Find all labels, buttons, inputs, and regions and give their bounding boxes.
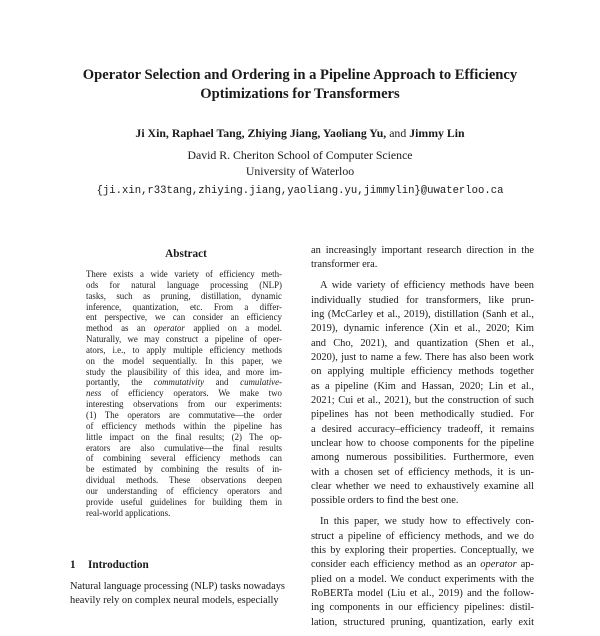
- abstract-line: ent perspective, we can consider an efficiency: [86, 312, 282, 323]
- author-list: [40, 126, 560, 140]
- author: Ji Xin,: [135, 126, 169, 140]
- body-line: ing (McCarley et al., 2019), distillation (Sanh et al.,: [311, 308, 534, 320]
- body-line: In this paper, we study how to effectively con-: [320, 516, 534, 528]
- abstract-line: be estimated by combining the results of in-: [86, 464, 282, 475]
- abstract-line: of efficiency methods within the pipeline has: [86, 420, 282, 431]
- term-operator: operator: [153, 323, 185, 334]
- abstract-text: and: [215, 377, 229, 388]
- body-line: [311, 558, 534, 572]
- body-line: ing components in our efficiency pipelines: distil-: [311, 602, 534, 614]
- abstract-text: portantly, the: [86, 377, 143, 388]
- author-emails: {ji.xin,r33tang,zhiying.jiang,yaoliang.yu,jimmylin}@uwaterloo.ca: [96, 185, 504, 197]
- abstract-body: [86, 269, 282, 518]
- abstract-line: [86, 377, 282, 388]
- author-conjunction: and: [389, 126, 407, 140]
- body-line: individually studied for transformers, like prun-: [311, 294, 534, 306]
- abstract-line: interesting observations from our experiments:: [86, 399, 282, 410]
- body-line: heavily rely on complex neural models, especially: [70, 595, 279, 607]
- term-cumulativeness: cumulative-: [240, 377, 283, 388]
- abstract-line: study the plausibility of this idea, and more im-: [86, 366, 282, 377]
- affiliation-line-1: David R. Cheriton School of Computer Science: [187, 148, 413, 162]
- paragraph: [311, 279, 534, 509]
- term-operator: operator: [480, 559, 517, 571]
- abstract-line: tasks, such as pruning, distillation, dynamic: [86, 290, 282, 301]
- abstract-line: dividual methods. These observations deepen: [86, 475, 282, 486]
- abstract-line: of combining several efficiency methods can: [86, 453, 282, 464]
- section-title: Introduction: [88, 559, 149, 571]
- body-line: lation, structured pruning, quantization, early exit: [311, 616, 534, 628]
- author: Raphael Tang,: [171, 126, 245, 140]
- body-text: ap-: [520, 559, 534, 571]
- body-line: as a pipeline (Kim and Hassan, 2020; Lin et al.,: [311, 380, 534, 392]
- abstract-line: real-world applications.: [86, 507, 171, 518]
- abstract-line: on the model sequentially. In this paper, we: [86, 355, 282, 366]
- body-line: struct a pipeline of efficiency methods, and we do: [311, 530, 534, 542]
- paragraph: [311, 244, 534, 273]
- term-commutativity: commutativity: [153, 377, 205, 388]
- abstract-heading: Abstract: [165, 248, 207, 260]
- abstract-line: [86, 388, 282, 399]
- section-number: 1: [70, 559, 76, 571]
- body-line: 2020), just to name a few. There has also been work: [311, 351, 534, 363]
- abstract-line: Naturally, we may construct a pipeline of oper-: [86, 334, 282, 345]
- body-line: unclear how to choose components for the pipeline: [311, 437, 534, 449]
- body-line: Natural language processing (NLP) tasks nowadays: [70, 581, 285, 592]
- body-text: consider each efficiency method as an: [311, 559, 477, 571]
- paper-title: [40, 66, 560, 104]
- body-line: on applying multiple efficiency methods together: [311, 366, 534, 378]
- abstract-text: of efficiency operators. We make two: [111, 388, 282, 399]
- affiliation: [40, 148, 560, 179]
- author: Zhiying Jiang,: [247, 126, 321, 140]
- section-heading-introduction: [70, 559, 149, 571]
- title-line-2: Optimizations for Transformers: [200, 86, 400, 102]
- body-line: RoBERTa model (Liu et al., 2019) and the follow-: [311, 587, 534, 599]
- paragraph: [311, 515, 534, 630]
- affiliation-line-2: University of Waterloo: [245, 163, 355, 178]
- body-line: clear whether we need to exhaustively examine all: [311, 481, 534, 492]
- body-line: and Cho, 2021), and quantization (Shen et al.,: [311, 337, 534, 349]
- body-line: with a chosen set of efficiency methods, it is un-: [311, 466, 534, 478]
- abstract-line: There exists a wide variety of efficiency meth-: [86, 269, 282, 279]
- abstract-line: our understanding of efficiency operators and: [86, 485, 282, 496]
- introduction-body: [70, 580, 296, 609]
- body-line: 2019), dynamic inference (Xin et al., 2020; Kim: [311, 323, 534, 335]
- abstract-line: little impact on the final results; (2) The op-: [86, 431, 282, 442]
- abstract-line: erators are also cumulative—the final results: [86, 442, 282, 453]
- body-line: this by exploring their properties. Conceptually, we: [311, 544, 534, 556]
- body-line: A wide variety of efficiency methods have been: [320, 280, 534, 292]
- body-line: a desired accuracy–efficiency tradeoff, it remains: [311, 423, 534, 435]
- body-line: pipelines has not been methodically studied. For: [311, 409, 534, 421]
- abstract-line: [86, 323, 282, 334]
- term-cumulativeness-end: ness: [86, 388, 102, 399]
- abstract-line: ods for natural language processing (NLP): [86, 279, 282, 290]
- body-line: possible orders to find the best one.: [311, 495, 459, 507]
- author: Jimmy Lin: [409, 126, 465, 140]
- abstract-line: ators, i.e., to apply multiple efficiency methods: [86, 344, 282, 355]
- abstract-text: applied on a model.: [193, 323, 283, 334]
- abstract-text: method as an: [86, 323, 146, 334]
- body-line: plied on a model. We conduct experiments with the: [311, 573, 534, 585]
- body-line: transformer era.: [311, 259, 378, 271]
- right-column: [311, 244, 534, 636]
- body-line: an increasingly important research direction in the: [311, 245, 534, 256]
- title-line-1: Operator Selection and Ordering in a Pipeline Approach to Efficiency: [82, 67, 518, 83]
- body-line: among numerous possibilities. Furthermore, even: [311, 452, 534, 464]
- abstract-line: inference, quantization, etc. From a differ-: [86, 301, 282, 312]
- body-line: 2021; Cui et al., 2021), but the construction of such: [311, 394, 534, 406]
- abstract-line: provide useful guidelines for building them in: [86, 496, 282, 507]
- abstract-line: (1) The operators are commutative—the order: [86, 409, 282, 420]
- author: Yaoliang Yu,: [322, 126, 387, 140]
